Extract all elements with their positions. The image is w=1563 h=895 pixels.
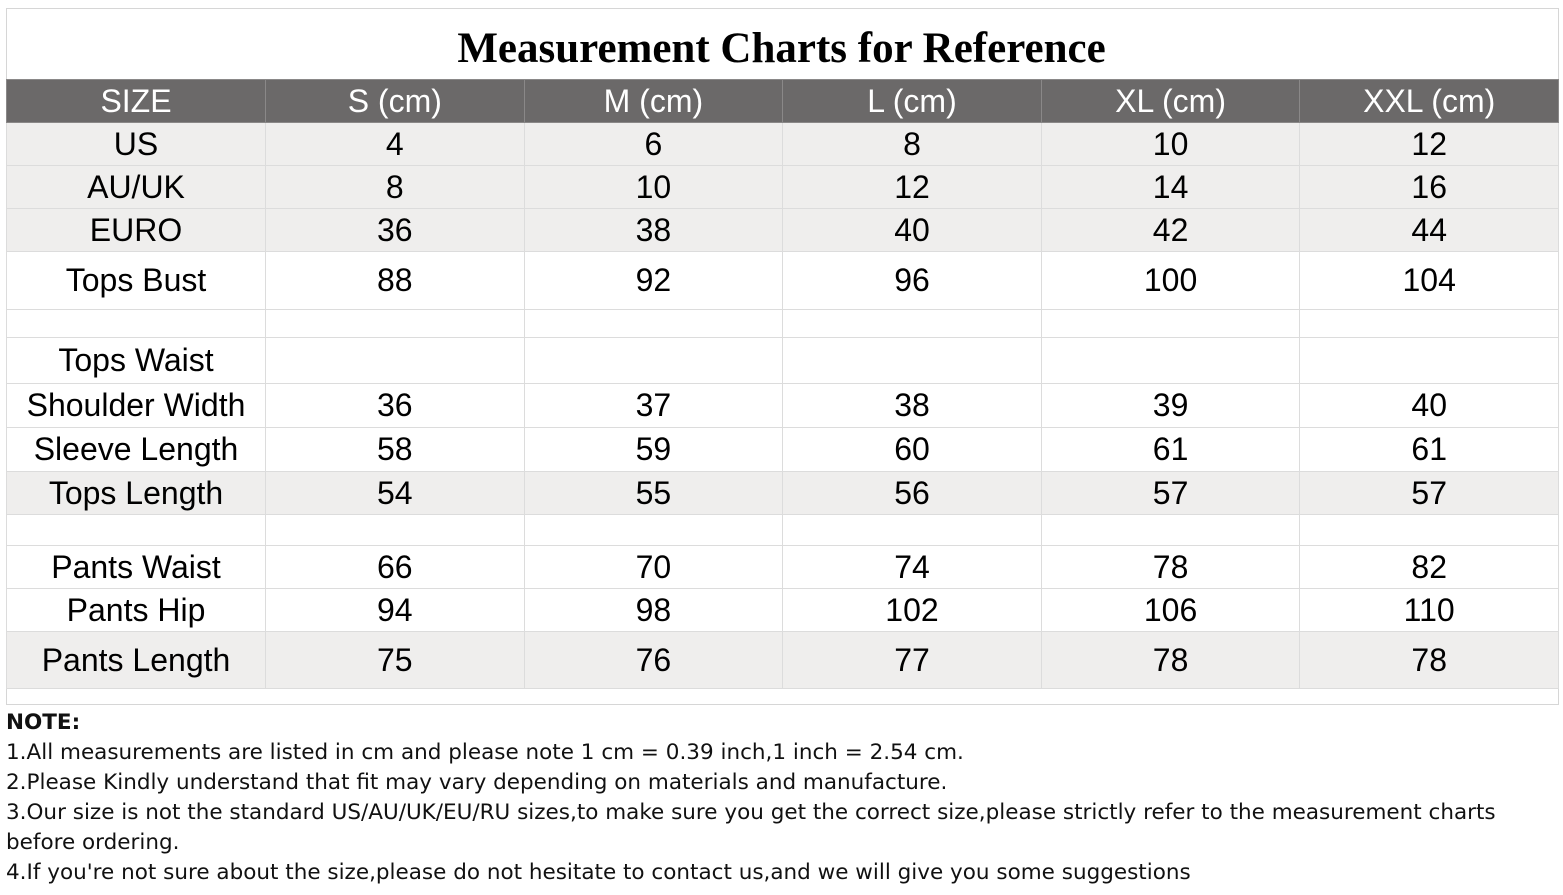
table-cell xyxy=(1300,338,1559,384)
table-cell xyxy=(1041,515,1300,546)
table-cell xyxy=(1041,338,1300,384)
note-line: 1.All measurements are listed in cm and please note 1 cm = 0.39 inch,1 inch = 2.54 cm. xyxy=(6,740,964,765)
table-cell: 37 xyxy=(524,384,783,428)
table-cell: 12 xyxy=(783,166,1042,209)
table-cell: 10 xyxy=(524,166,783,209)
table-row xyxy=(7,252,1559,310)
table-cell xyxy=(783,515,1042,546)
row-label: Sleeve Length xyxy=(7,428,266,472)
spacer-row xyxy=(7,310,1559,338)
table-cell: 39 xyxy=(1041,384,1300,428)
table-cell: 88 xyxy=(266,252,525,310)
table-cell: 4 xyxy=(266,123,525,166)
column-header: M (cm) xyxy=(524,80,783,123)
table-row xyxy=(7,384,1559,428)
table-cell: 98 xyxy=(524,589,783,632)
row-label: AU/UK xyxy=(7,166,266,209)
table-cell: 57 xyxy=(1041,472,1300,515)
table-cell: 40 xyxy=(783,209,1042,252)
column-header: SIZE xyxy=(7,80,266,123)
table-cell xyxy=(266,515,525,546)
table-cell: 36 xyxy=(266,384,525,428)
table-cell: 10 xyxy=(1041,123,1300,166)
table-cell: 57 xyxy=(1300,472,1559,515)
table-cell xyxy=(524,338,783,384)
notes-heading: NOTE: xyxy=(6,710,81,735)
table-cell xyxy=(1300,515,1559,546)
table-cell: 36 xyxy=(266,209,525,252)
table-cell: 61 xyxy=(1041,428,1300,472)
table-cell: 78 xyxy=(1300,632,1559,689)
table-cell: 8 xyxy=(783,123,1042,166)
table-row xyxy=(7,428,1559,472)
table-cell: 100 xyxy=(1041,252,1300,310)
table-row xyxy=(7,338,1559,384)
table-row xyxy=(7,166,1559,209)
size-chart-table xyxy=(6,79,1559,689)
table-cell: 56 xyxy=(783,472,1042,515)
row-label xyxy=(7,310,266,338)
table-cell: 74 xyxy=(783,546,1042,589)
table-cell: 77 xyxy=(783,632,1042,689)
table-row xyxy=(7,123,1559,166)
table-cell: 58 xyxy=(266,428,525,472)
table-cell xyxy=(266,338,525,384)
table-cell: 104 xyxy=(1300,252,1559,310)
table-cell: 8 xyxy=(266,166,525,209)
table-cell: 42 xyxy=(1041,209,1300,252)
page-title: Measurement Charts for Reference xyxy=(457,25,1106,72)
note-line: 3.Our size is not the standard US/AU/UK/EU/RU sizes,to make sure you get the correct size,please strictly refer to the measurement charts before ordering. xyxy=(6,800,1496,855)
table-cell: 14 xyxy=(1041,166,1300,209)
header-row xyxy=(7,80,1559,123)
table-cell: 60 xyxy=(783,428,1042,472)
table-cell: 61 xyxy=(1300,428,1559,472)
column-header: XL (cm) xyxy=(1041,80,1300,123)
table-row xyxy=(7,632,1559,689)
table-cell: 6 xyxy=(524,123,783,166)
table-cell: 94 xyxy=(266,589,525,632)
table-cell: 92 xyxy=(524,252,783,310)
table-cell xyxy=(783,338,1042,384)
table-cell: 38 xyxy=(783,384,1042,428)
table-row xyxy=(7,472,1559,515)
row-label: Tops Bust xyxy=(7,252,266,310)
table-cell: 76 xyxy=(524,632,783,689)
table-cell xyxy=(783,310,1042,338)
table-cell: 70 xyxy=(524,546,783,589)
table-cell: 54 xyxy=(266,472,525,515)
note-line: 4.If you're not sure about the size,please do not hesitate to contact us,and we will give you some suggestions xyxy=(6,860,1191,885)
row-label: Pants Hip xyxy=(7,589,266,632)
column-header: XXL (cm) xyxy=(1300,80,1559,123)
table-cell: 16 xyxy=(1300,166,1559,209)
table-cell xyxy=(524,515,783,546)
table-cell: 44 xyxy=(1300,209,1559,252)
table-cell: 78 xyxy=(1041,546,1300,589)
column-header: S (cm) xyxy=(266,80,525,123)
table-row xyxy=(7,209,1559,252)
table-cell: 110 xyxy=(1300,589,1559,632)
table-cell xyxy=(266,310,525,338)
table-cell: 78 xyxy=(1041,632,1300,689)
row-label: Pants Waist xyxy=(7,546,266,589)
column-header: L (cm) xyxy=(783,80,1042,123)
row-label: Pants Length xyxy=(7,632,266,689)
table-cell: 106 xyxy=(1041,589,1300,632)
table-cell: 75 xyxy=(266,632,525,689)
row-label: Tops Waist xyxy=(7,338,266,384)
table-cell: 40 xyxy=(1300,384,1559,428)
table-row xyxy=(7,546,1559,589)
spacer-row xyxy=(7,515,1559,546)
table-cell xyxy=(524,310,783,338)
row-label: US xyxy=(7,123,266,166)
table-cell xyxy=(1041,310,1300,338)
table-cell: 82 xyxy=(1300,546,1559,589)
row-label: EURO xyxy=(7,209,266,252)
table-cell: 55 xyxy=(524,472,783,515)
row-label: Tops Length xyxy=(7,472,266,515)
notes-section xyxy=(6,708,1556,888)
table-cell xyxy=(1300,310,1559,338)
row-label: Shoulder Width xyxy=(7,384,266,428)
table-cell: 59 xyxy=(524,428,783,472)
table-cell: 102 xyxy=(783,589,1042,632)
table-cell: 38 xyxy=(524,209,783,252)
row-label xyxy=(7,515,266,546)
note-line: 2.Please Kindly understand that fit may vary depending on materials and manufacture. xyxy=(6,770,948,795)
table-cell: 96 xyxy=(783,252,1042,310)
table-cell: 66 xyxy=(266,546,525,589)
table-cell: 12 xyxy=(1300,123,1559,166)
table-row xyxy=(7,589,1559,632)
